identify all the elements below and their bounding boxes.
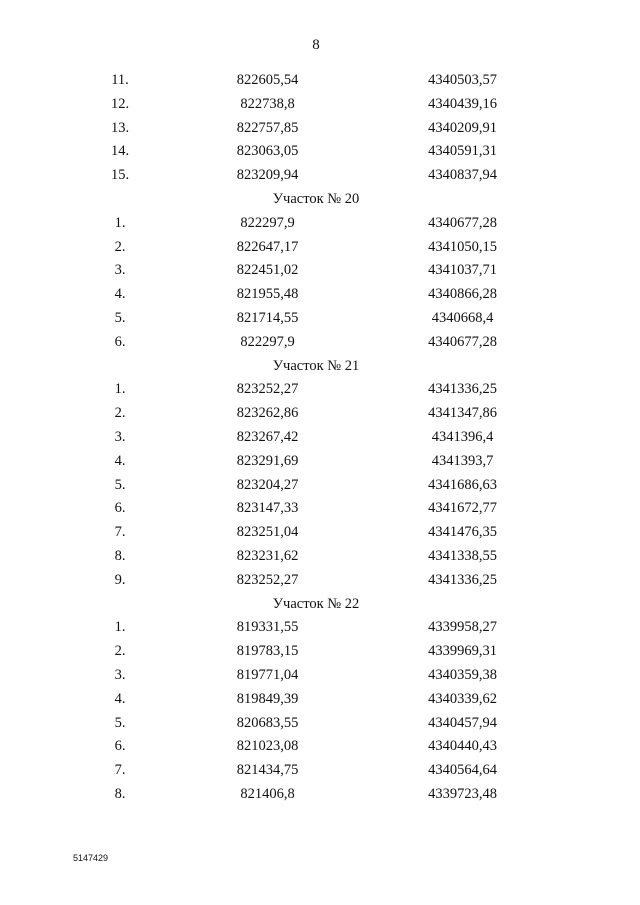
point-number: 5. [114,714,126,731]
table-row [0,569,640,593]
coordinate-x: 823147,33 [236,500,299,517]
coordinate-y: 4340677,28 [428,214,497,231]
point-number: 6. [114,333,126,350]
table-row [0,759,640,783]
coordinate-y: 4339958,27 [428,619,497,636]
point-number: 15. [110,167,130,184]
point-number: 8. [114,547,126,564]
table-row [0,474,640,498]
section-title: Участок № 21 [272,357,360,374]
point-number: 4. [114,452,126,469]
coordinate-y: 4340564,64 [428,762,497,779]
point-number: 4. [114,286,126,303]
coordinate-x: 823251,04 [236,524,299,541]
coordinate-y: 4340866,28 [428,286,497,303]
coordinate-y: 4340677,28 [428,333,497,350]
table-row [0,378,640,402]
coordinate-x: 821406,8 [240,785,295,802]
table-row [0,688,640,712]
point-number: 13. [110,119,130,136]
table-row [0,616,640,640]
coordinate-y: 4341338,55 [428,547,497,564]
coordinate-x: 822605,54 [236,72,299,88]
point-number: 6. [114,738,126,755]
coordinate-y: 4341347,86 [428,405,497,422]
section-title: Участок № 20 [272,190,360,207]
coordinate-y: 4340439,16 [428,95,497,112]
table-row [0,164,640,188]
point-number: 5. [114,309,126,326]
coordinate-x: 823291,69 [236,452,299,469]
coordinate-x: 823204,27 [236,476,299,493]
table-row [0,640,640,664]
coordinates-table [0,69,640,807]
coordinate-y: 4340837,94 [428,167,497,184]
coordinate-y: 4341336,25 [428,381,497,398]
coordinate-y: 4339969,31 [428,643,497,660]
coordinate-y: 4340359,38 [428,666,497,683]
coordinate-y: 4340668,4 [431,309,494,326]
table-row [0,402,640,426]
table-row [0,140,640,164]
point-number: 12. [110,95,130,112]
coordinate-x: 821714,55 [236,309,299,326]
table-row [0,212,640,236]
point-number: 9. [114,571,126,588]
coordinate-x: 822297,9 [240,214,295,231]
coordinate-y: 4339723,48 [428,785,497,802]
table-row [0,712,640,736]
point-number: 1. [114,381,126,398]
section-header-row [0,355,640,379]
coordinate-x: 820683,55 [236,714,299,731]
page-number: 8 [312,37,320,53]
coordinate-x: 823063,05 [236,143,299,160]
coordinate-x: 822738,8 [240,95,295,112]
coordinate-y: 4341396,4 [431,428,494,445]
table-row [0,735,640,759]
table-row [0,236,640,260]
coordinate-x: 821955,48 [236,286,299,303]
coordinate-y: 4340591,31 [428,143,497,160]
coordinate-y: 4341672,77 [428,500,497,517]
coordinate-x: 821434,75 [236,762,299,779]
coordinate-x: 823262,86 [236,405,299,422]
coordinate-y: 4341050,15 [428,238,497,255]
coordinate-y: 4340503,57 [428,72,497,88]
table-row [0,331,640,355]
coordinate-y: 4341336,25 [428,571,497,588]
coordinate-x: 822757,85 [236,119,299,136]
table-row [0,783,640,807]
table-row [0,283,640,307]
coordinate-x: 823267,42 [236,428,299,445]
coordinate-x: 822451,02 [236,262,299,279]
table-row [0,426,640,450]
point-number: 1. [114,214,126,231]
point-number: 2. [114,405,126,422]
coordinate-x: 822647,17 [236,238,299,255]
point-number: 11. [111,72,129,88]
coordinate-x: 819849,39 [236,690,299,707]
table-row [0,117,640,141]
point-number: 3. [114,262,126,279]
coordinate-y: 4341393,7 [431,452,494,469]
table-row [0,307,640,331]
coordinate-x: 823209,94 [236,167,299,184]
coordinate-y: 4341037,71 [428,262,497,279]
table-row [0,93,640,117]
coordinate-y: 4341686,63 [428,476,497,493]
coordinate-y: 4340339,62 [428,690,497,707]
point-number: 7. [114,762,126,779]
coordinate-y: 4340209,91 [428,119,497,136]
coordinate-y: 4340457,94 [428,714,497,731]
point-number: 3. [114,428,126,445]
coordinate-x: 819331,55 [236,619,299,636]
table-row [0,259,640,283]
point-number: 2. [114,643,126,660]
table-row [0,545,640,569]
table-row [0,497,640,521]
coordinate-x: 823231,62 [236,547,299,564]
table-row [0,69,640,93]
point-number: 6. [114,500,126,517]
coordinate-x: 819783,15 [236,643,299,660]
point-number: 2. [114,238,126,255]
coordinate-x: 823252,27 [236,571,299,588]
section-header-row [0,593,640,617]
point-number: 7. [114,524,126,541]
coordinate-x: 823252,27 [236,381,299,398]
coordinate-y: 4341476,35 [428,524,497,541]
section-title: Участок № 22 [272,595,360,612]
point-number: 14. [110,143,130,160]
point-number: 4. [114,690,126,707]
document-code: 5147429 [73,853,109,863]
section-header-row [0,188,640,212]
coordinate-y: 4340440,43 [428,738,497,755]
coordinate-x: 821023,08 [236,738,299,755]
point-number: 3. [114,666,126,683]
coordinate-x: 822297,9 [240,333,295,350]
table-row [0,450,640,474]
table-row [0,521,640,545]
point-number: 5. [114,476,126,493]
table-row [0,664,640,688]
coordinate-x: 819771,04 [236,666,299,683]
point-number: 8. [114,785,126,802]
point-number: 1. [114,619,126,636]
